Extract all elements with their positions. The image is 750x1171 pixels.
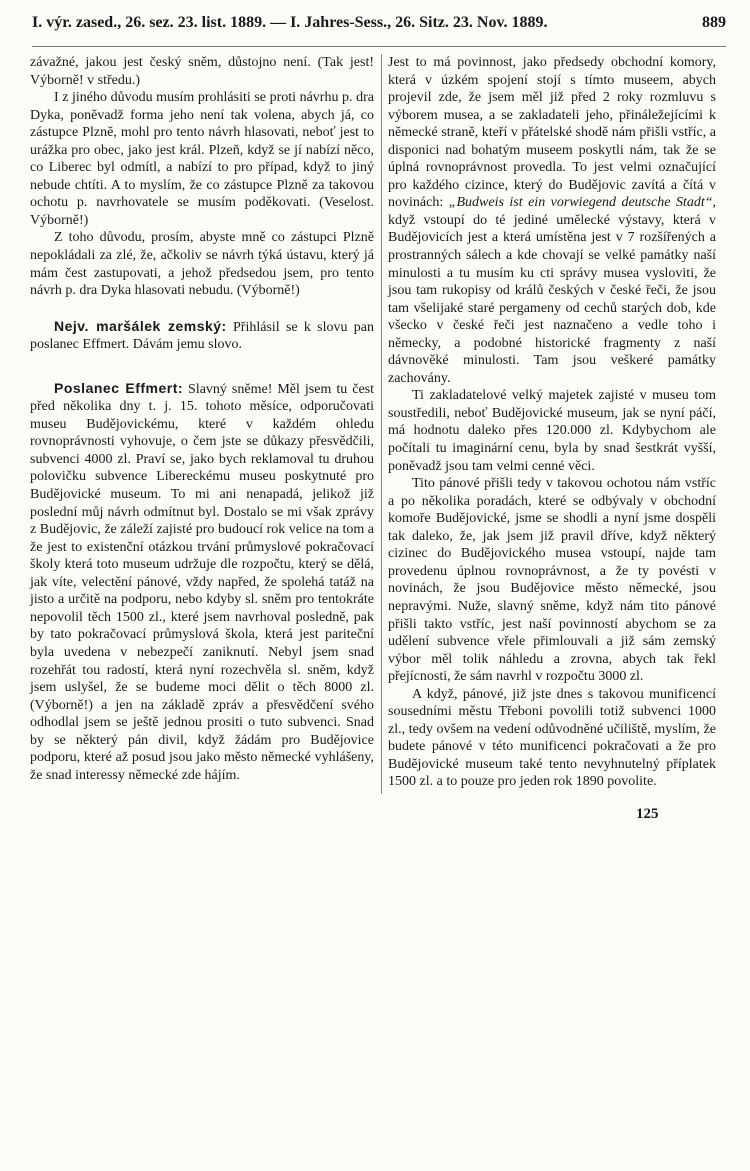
text-run: , když vstoupí do té jediné umělecké výstavy, která v Budějovicích jest a která umístěna jest v 7 rozšířených a prostranných sálech a kde chovají se velké památky naší minulosti a tu musím ku cti správy musea vysloviti, že jsou tam rukopisy od králů českých v české řeči, že jsou tam všelijaké staré pergameny od cechů starých dob, kde všecko v české řeči jest naznačeno a vedle toho i německy, a podobné historické fragmenty z naší dávnověké minulosti. Tam jsou veškeré památky zachovány. xyxy=(388,195,716,386)
footer-page-number: 125 xyxy=(636,806,659,822)
text-run: Jest to má povinnost, jako předsedy obchodní komory, která v úzkém spojení stojí s tímto museem, abych projevil zde, že jsem měl již před 2 roky rozmluvu s výborem musea, a se zakladateli jeho, přináležejícími k německé straně, kteří v přátelské shodě nám přišli vstříc, a disponici nad bohatým museem poskytli nám, tak že se úplná rovnoprávnost provedla. To jest velmi označující pro každého cizince, který do Budějovic zavítá a čítá v novinách: xyxy=(388,55,716,211)
speaker-name: Nejv. maršálek zemský: xyxy=(54,317,227,334)
spacer xyxy=(30,300,374,318)
header-title: I. výr. zased., 26. sez. 23. list. 1889. — I. Jahres-Sess., 26. Sitz. 23. Nov. 1889. xyxy=(32,14,548,31)
paragraph: Tito pánové přišli tedy v takovou ochotou nám vstříc a po několika poradách, které se odbývaly v obchodní komoře Budějovické, jsme se shodli a nyní jsme dospěli tak daleko, že, jak jsem již pravil dříve, když některý cizinec do Budějovického musea vstoupí, najde tam provedenu úplnou rovnoprávnost, a že ty povésti v novinách, že jsou Budějovice město německé, jsou nepravými. Nuže, slavný sněme, když nám tito pánové přišli takto vstříc, jest naší povinností abychom se za udělení subvence vřele přimlouvali a již sám zemský výbor měl tolik náhledu a zrovna, abych tak řekl přejícnosti, že sám navrhl v rozpočtu 3000 zl. xyxy=(388,476,716,685)
left-column xyxy=(30,54,374,784)
right-column xyxy=(388,54,716,791)
column-divider xyxy=(381,54,382,794)
paragraph-speaker-marshal xyxy=(30,318,374,354)
header-rule xyxy=(32,46,726,47)
paragraph-speaker-effmert xyxy=(30,380,374,785)
speaker-name: Poslanec Effmert: xyxy=(54,379,184,396)
speech-text: Slavný sněme! Měl jsem tu čest před několika dny t. j. 15. tohoto měsíce, odporučovati museu Budějovickému, které v každém ohledu rovnoprávnosti vyhovuje, o čem jste se důkazy přesvědčili, subvenci 4000 zl. Praví se, jako bych reklamoval tu druhou polovičku subvence Libereckému museu poskytnuté pro Budějovické museum. To mi ani nenapadá, jelikož již poslední můj návrh odmítnut byl. Dostalo se mi však zprávy z Budějovic, že záleží zajisté pro budoucí rok velice na tom a že jest to existenční otázkou trvání průmyslové pokračovací školy která toto museum udržuje dle rozpočtu, který se dělá, jak víte, velectění pánové, vždy napřed, že spolehá tatáž na jisto a určitě na podporu, nebo kdyby sl. sněm pro tentokráte nepovolil těch 1500 zl., které jsem navrhoval posledně, pak by tato pokračovací průmyslová škola, která jest pariteční byla uvedena v nebezpečí zaniknutí. Nebyl jsem snad rozehřát tou radostí, která nyní rozechvěla sl. sněm, když jsem uslyšel, že se budeme moci dělit o těch 8000 zl. (Výborně!) a jen na základě zpráv a přesvědčení svého odhodlal jsem se ještě jednou prositi o tuto subvenci. Snad by se některý pán divil, když žádám pro Budějovice podporu, které až posud jsou jako město německé vyhlášeny, že snad interessy německé zde hájím. xyxy=(30,381,374,783)
paragraph: Ti zakladatelové velký majetek zajisté v museu tom soustředili, neboť Budějovické museum, jak se nyní páčí, má hodnotu daleko přes 120.000 zl. Kdybychom ale počítali tu imaginární cenu, byla by snad šestkrát vyšší, poněvadž jsou tam velmi cenné věci. xyxy=(388,388,716,474)
header-page-number: 889 xyxy=(702,14,726,31)
page-header xyxy=(32,14,726,40)
speech-text: Přihlásil se k slovu pan poslanec Effmert. Dávám jemu slovo. xyxy=(30,319,374,353)
spacer xyxy=(30,354,374,380)
paragraph: A když, pánové, již jste dnes s takovou munificencí sousedními městu Třeboni povolili totiž subvenci 1000 zl., tedy ovšem na vedení odůvodněné učiliště, myslím, že budete pánové v této munificenci pokračovati a že pro Budějovické museum také tento nevyhnutelný příplatek 1500 zl. a to pouze pro jeden rok 1890 povolite. xyxy=(388,686,716,790)
paragraph xyxy=(388,54,716,387)
paragraph: Z toho důvodu, prosím, abyste mně co zástupci Plzně nepokládali za zlé, že, ačkoliv se návrh týká ústavu, který já mám čest zastupovati, a jehož předsedou jsem, pro tento návrh p. dra Dyka hlasovati nebudu. (Výborně!) xyxy=(30,230,374,299)
paragraph: I z jiného důvodu musím prohlásiti se proti návrhu p. dra Dyka, poněvadž forma jeho není tak volena, abych já, co zástupce Plzně, mohl pro tento návrh hlasovati, neboť jest to urážka pro obec, jako jest král. Plzeň, když se jí nabízí něco, co Liberec byl odmítl, a nabízí to pro případ, když to jiný nebude chtíti. A to myslím, že co zástupce Plzně za takovou ochotu p. navrhovatele se musím poděkovati. (Veselost. Výborně!) xyxy=(30,90,374,228)
paragraph: závažné, jakou jest český sněm, důstojno není. (Tak jest! Výborně! v středu.) xyxy=(30,55,374,88)
fraktur-quote: „Budweis ist ein vorwiegend deutsche Stadt“ xyxy=(448,195,713,211)
